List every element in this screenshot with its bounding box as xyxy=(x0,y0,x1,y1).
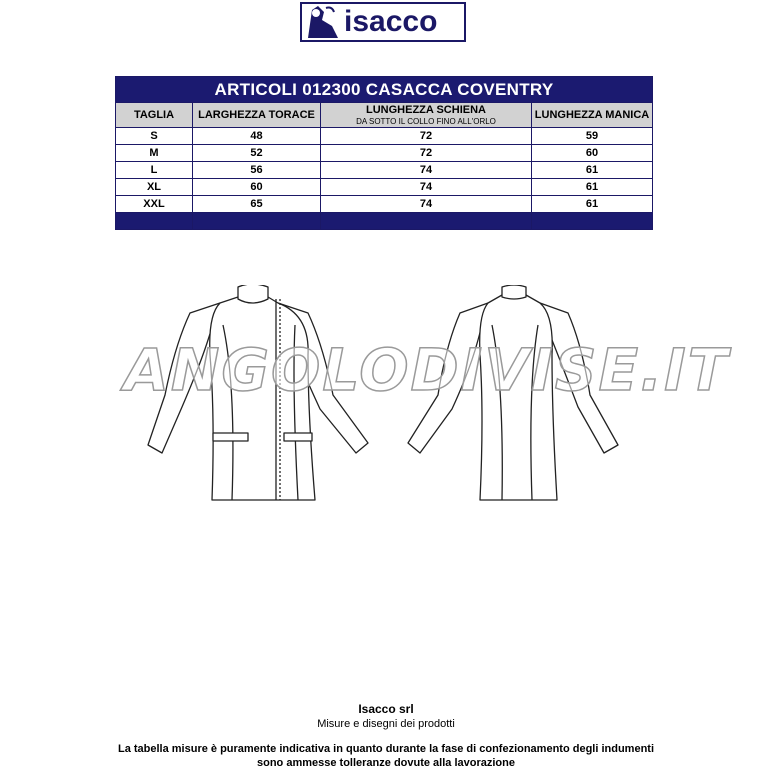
garment-drawings xyxy=(120,285,730,515)
cell-sleeve: 60 xyxy=(532,145,653,162)
header-back-length-label: LUNGHEZZA SCHIENA xyxy=(366,104,486,116)
logo-text: isacco xyxy=(344,5,438,38)
cell-size: M xyxy=(116,145,193,162)
cell-chest: 60 xyxy=(193,179,321,196)
disclaimer xyxy=(0,742,772,770)
cell-back: 74 xyxy=(321,179,532,196)
cell-size: XXL xyxy=(116,196,193,213)
brand-logo xyxy=(300,2,466,42)
disclaimer-line-1: La tabella misure è puramente indicativa in quanto durante la fase di confezionamento degli indumenti xyxy=(117,743,655,755)
cell-chest: 48 xyxy=(193,128,321,145)
cell-chest: 65 xyxy=(193,196,321,213)
table-row xyxy=(116,196,653,213)
size-table xyxy=(115,76,653,230)
header-size: TAGLIA xyxy=(116,103,193,128)
table-row xyxy=(116,162,653,179)
cell-sleeve: 61 xyxy=(532,179,653,196)
cell-sleeve: 61 xyxy=(532,196,653,213)
header-sleeve: LUNGHEZZA MANICA xyxy=(532,103,653,128)
cell-chest: 52 xyxy=(193,145,321,162)
disclaimer-line-2: sono ammesse tolleranze dovute alla lavorazione xyxy=(257,757,515,769)
watermark-text: ANGOLODIVISE.IT xyxy=(124,336,730,404)
company-name: Isacco srl xyxy=(358,702,414,716)
header-back-length xyxy=(321,103,532,128)
header-chest: LARGHEZZA TORACE xyxy=(193,103,321,128)
table-footer-bar xyxy=(116,213,653,230)
front-view-drawing xyxy=(148,285,368,500)
cell-size: XL xyxy=(116,179,193,196)
document-subtitle: Misure e disegni dei prodotti xyxy=(317,718,455,730)
cell-back: 74 xyxy=(321,162,532,179)
table-title: ARTICOLI 012300 CASACCA COVENTRY xyxy=(116,77,653,103)
cell-sleeve: 61 xyxy=(532,162,653,179)
table-row xyxy=(116,128,653,145)
cell-size: S xyxy=(116,128,193,145)
table-row xyxy=(116,145,653,162)
cell-size: L xyxy=(116,162,193,179)
cell-sleeve: 59 xyxy=(532,128,653,145)
back-view-drawing xyxy=(408,285,618,500)
cell-back: 74 xyxy=(321,196,532,213)
logo-figure-icon xyxy=(302,4,342,40)
cell-back: 72 xyxy=(321,145,532,162)
cell-chest: 56 xyxy=(193,162,321,179)
header-back-length-note: DA SOTTO IL COLLO FINO ALL'ORLO xyxy=(356,117,496,126)
table-row xyxy=(116,179,653,196)
cell-back: 72 xyxy=(321,128,532,145)
